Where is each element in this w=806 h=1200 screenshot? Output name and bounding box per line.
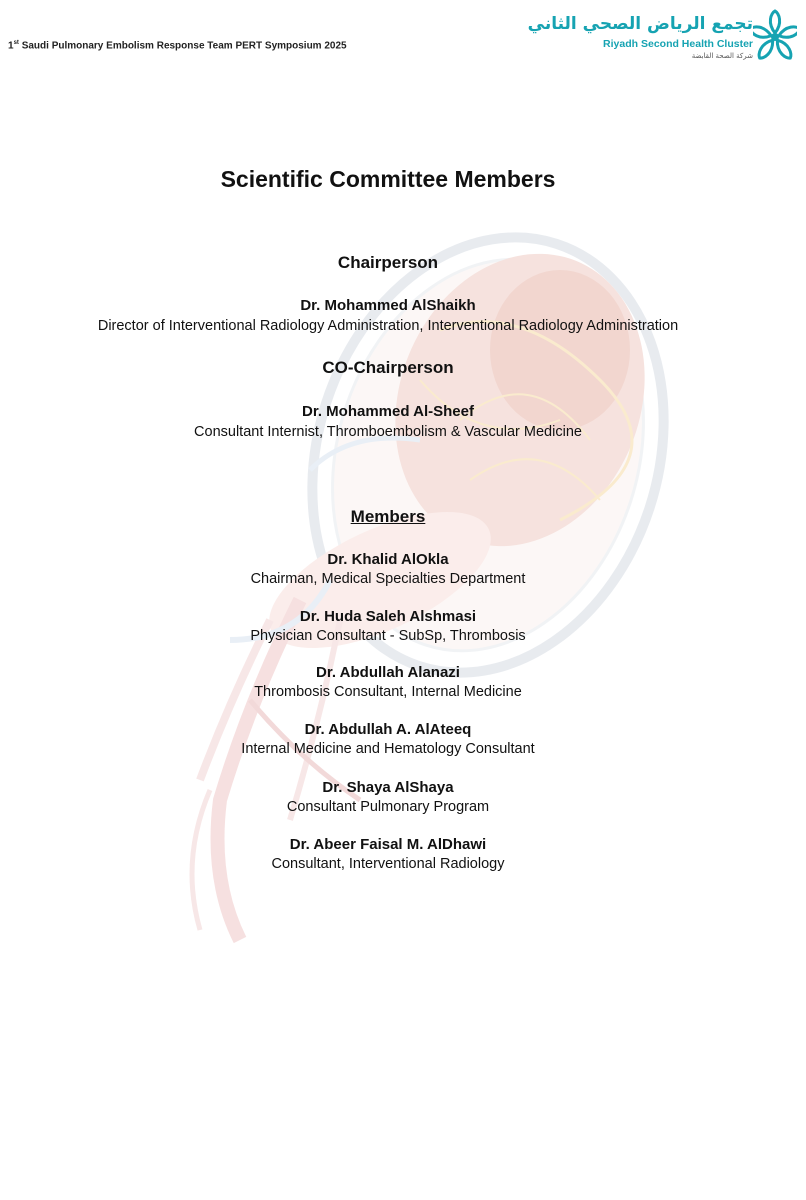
member-role: Internal Medicine and Hematology Consultant [241,741,535,757]
member-role: Physician Consultant - SubSp, Thrombosis [250,628,526,644]
header-event-title: Saudi Pulmonary Embolism Response Team PERT Symposium 2025 [21,40,347,52]
logo-arabic-name: تجمع الرياض الصحي الثاني [527,14,753,34]
organization-logo [527,6,797,68]
logo-arabic-subtitle: شركة الصحة القابضة [691,52,753,60]
co-chairperson-heading: CO-Chairperson [322,358,454,377]
member-role: Chairman, Medical Specialties Department [250,571,526,587]
member-name: Dr. Huda Saleh Alshmasi [299,608,477,625]
co-chairperson-role: Consultant Internist, Thromboembolism & Vascular Medicine [194,424,582,440]
members-heading: Members [350,507,426,526]
member-role: Thrombosis Consultant, Internal Medicine [254,684,522,700]
member-role: Consultant, Interventional Radiology [271,856,505,872]
star-flower-logo-icon [753,6,797,68]
chairperson-name: Dr. Mohammed AlShaikh [300,297,476,314]
page-title: Scientific Committee Members [220,166,556,192]
member-name: Dr. Abdullah Alanazi [316,664,460,681]
member-name: Dr. Khalid AlOkla [327,551,449,568]
member-role: Consultant Pulmonary Program [286,799,490,815]
chairperson-role: Director of Interventional Radiology Administration, Interventional Radiology Administration [97,318,679,334]
member-name: Dr. Shaya AlShaya [322,779,454,796]
logo-english-name: Riyadh Second Health Cluster [603,38,753,50]
member-name: Dr. Abdullah A. AlAteeq [304,721,472,738]
co-chairperson-name: Dr. Mohammed Al-Sheef [302,403,474,420]
chairperson-heading: Chairperson [337,253,439,272]
event-header [8,40,347,51]
header-ordinal-suffix: st [13,40,19,46]
header-ordinal: 1 [8,40,14,52]
member-name: Dr. Abeer Faisal M. AlDhawi [289,836,487,853]
